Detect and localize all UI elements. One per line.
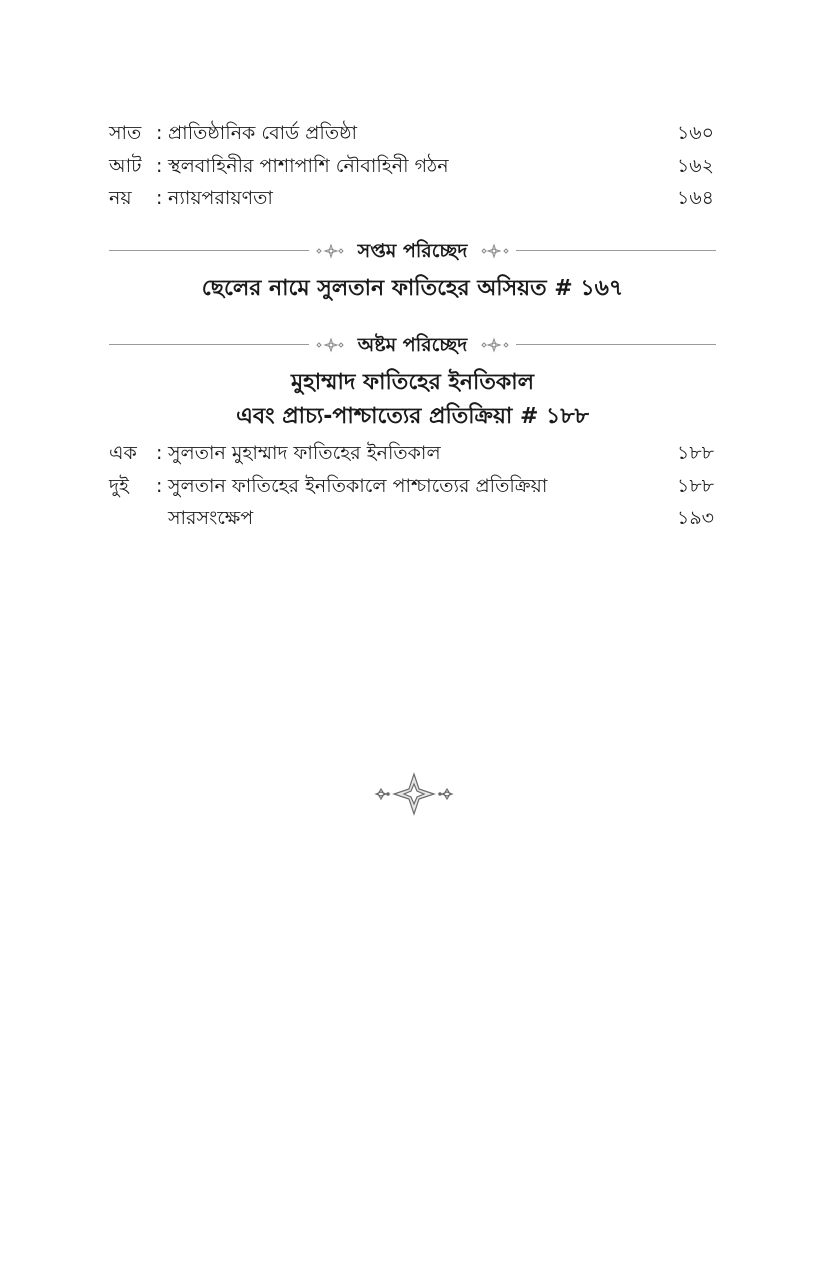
entry-number: আট: [109, 155, 142, 177]
entry-colon: :: [156, 475, 163, 497]
entry-title: স্থলবাহিনীর পাশাপাশি নৌবাহিনী গঠন: [168, 155, 449, 177]
entry-colon: :: [156, 442, 163, 464]
chapter-7-title[interactable]: ছেলের নামে সুলতান ফাতিহের অসিয়ত # ১৬৭: [201, 276, 624, 301]
entry-title: সারসংক্ষেপ: [168, 507, 254, 529]
toc-entry-2[interactable]: [109, 471, 714, 501]
entry-title: প্রাতিষ্ঠানিক বোর্ড প্রতিষ্ঠা: [168, 122, 357, 144]
divider-rule-right: [516, 250, 716, 251]
chapter-8-title-line-1[interactable]: মুহাম্মাদ ফাতিহের ইনতিকাল: [290, 370, 535, 395]
chapter-7-divider: [109, 239, 716, 263]
entry-colon: :: [156, 122, 163, 144]
entry-page-number: ১৮৮: [677, 475, 714, 497]
chapter-8-divider: [109, 333, 716, 357]
entry-colon: :: [156, 187, 163, 209]
entry-number: দুই: [109, 475, 129, 497]
entry-title: ন্যায়পরায়ণতা: [168, 187, 273, 209]
toc-entry-7[interactable]: [109, 118, 714, 148]
entry-number: নয়: [109, 187, 132, 209]
entry-number: সাত: [109, 122, 142, 144]
chapter-8-label: অষ্টম পরিচ্ছেদ: [357, 334, 468, 356]
entry-title: সুলতান মুহাম্মাদ ফাতিহের ইনতিকাল: [168, 442, 441, 464]
sparkle-ornament-icon: [478, 336, 514, 354]
chapter-7-label: সপ্তম পরিচ্ছেদ: [357, 240, 468, 262]
entry-colon: :: [156, 155, 163, 177]
toc-entry-9[interactable]: [109, 183, 714, 213]
entry-page-number: ১৬৪: [676, 187, 714, 209]
sparkle-ornament-icon: [478, 242, 514, 260]
divider-rule-right: [516, 344, 716, 345]
entry-title: সুলতান ফাতিহের ইনতিকালে পাশ্চাত্যের প্রতিক্রিয়া: [168, 475, 548, 497]
entry-page-number: ১৯৩: [676, 507, 714, 529]
toc-entry-8[interactable]: [109, 151, 714, 181]
entry-page-number: ১৮৮: [677, 442, 714, 464]
entry-page-number: ১৬০: [676, 122, 714, 144]
toc-entry-summary[interactable]: [109, 503, 714, 533]
entry-page-number: ১৬২: [676, 155, 714, 177]
toc-entry-1[interactable]: [109, 438, 714, 468]
star-ornament-icon: [368, 772, 460, 816]
entry-number: এক: [109, 442, 137, 464]
chapter-8-title-line-2[interactable]: এবং প্রাচ্য-পাশ্চাত্যের প্রতিক্রিয়া # ১৮৮: [236, 404, 589, 429]
